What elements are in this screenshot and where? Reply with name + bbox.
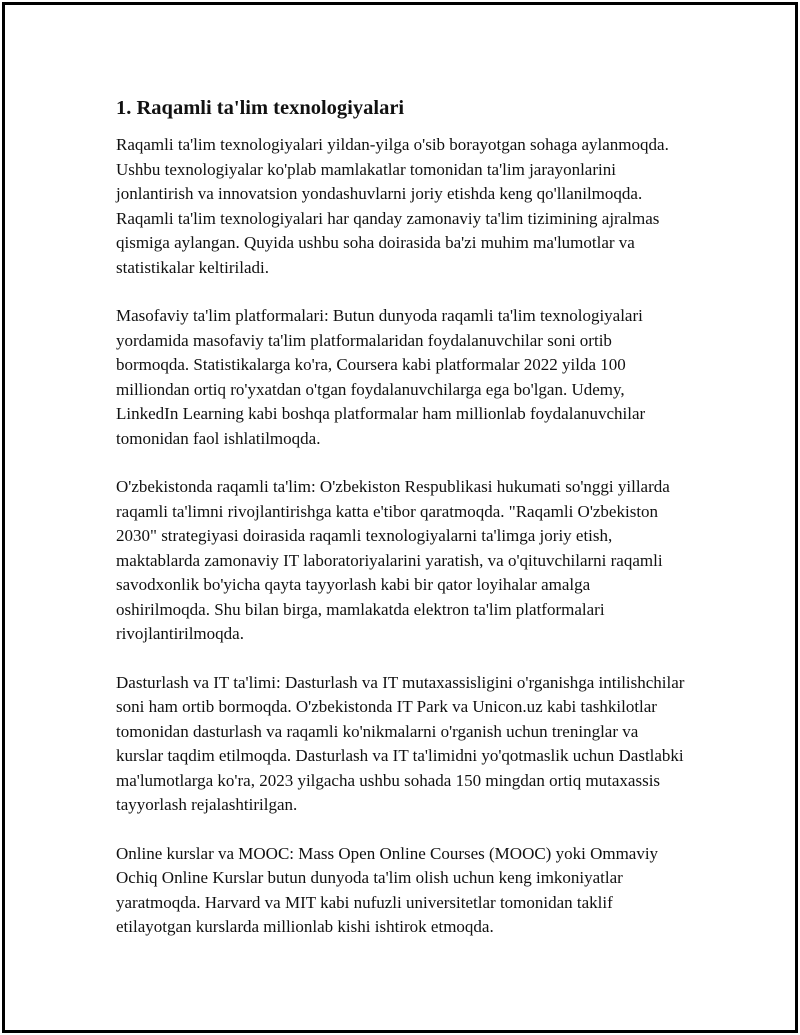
- paragraph-programming-it: Dasturlash va IT ta'limi: Dasturlash va IT mutaxassisligini o'rganishga intilishchilar soni ham ortib bormoqda. O'zbekistonda IT Park va Unicon.uz kabi tashkilotlar tomonidan dasturlash va raqamli ko'nikmalarni o'rganish uchun treninglar va kurslar taqdim etilmoqda. Dasturlash va IT ta'limidni yo'qotmaslik uchun Dastlabki ma'lumotlarga ko'ra, 2023 yilgacha ushbu sohada 150 mingdan ortiq mutaxassis tayyorlash rejalashtirilgan.: [116, 672, 685, 814]
- paragraph-distance-learning: Masofaviy ta'lim platformalari: Butun dunyoda raqamli ta'lim texnologiyalari yordamida masofaviy ta'lim platformalaridan foydalanuvchilar soni ortib bormoqda. Statistikalarga ko'ra, Coursera kabi platformalar 2022 yilda 100 milliondan ortiq ro'yxatdan o'tgan foydalanuvchilarga ega bo'lgan. Udemy, LinkedIn Learning kabi boshqa platformalar ham millionlab foydalanuvchilar tomonidan faol ishlatilmoqda.: [116, 306, 646, 448]
- section-heading: 1. Raqamli ta'lim texnologiyalari: [116, 97, 405, 119]
- paragraph-uzbekistan-digital-education: O'zbekistonda raqamli ta'lim: O'zbekiston Respublikasi hukumati so'nggi yillarda raqamli ta'limni rivojlantirishga katta e'tibor qaratmoqda. "Raqamli O'zbekiston 2030" strategiyasi doirasida raqamli texnologiyalarni ta'limga joriy etish, maktablarda zamonaviy IT laboratoriyalarini yaratish, va o'qituvchilarni raqamli savodxonlik bo'yicha qayta tayyorlash kabi bir qator loyihalar amalga oshirilmoqda. Shu bilan birga, mamlakatda elektron ta'lim platformalari rivojlantirilmoqda.: [116, 477, 670, 643]
- document-body: [116, 94, 686, 964]
- paragraph-online-courses-mooc: Online kurslar va MOOC: Mass Open Online Courses (MOOC) yoki Ommaviy Ochiq Online Kurslar butun dunyoda ta'lim olish uchun keng imkoniyatlar yaratmoqda. Harvard va MIT kabi nufuzli universitetlar tomonidan taklif etilayotgan kurslarda millionlab kishi ishtirok etmoqda.: [116, 843, 659, 936]
- paragraph-intro: Raqamli ta'lim texnologiyalari yildan-yilga o'sib borayotgan sohaga aylanmoqda. Ushbu texnologiyalar ko'plab mamlakatlar tomonidan ta'lim jarayonlarini jonlantirish va innovatsion yondashuvlarni joriy etishda keng qo'llanilmoqda. Raqamli ta'lim texnologiyalari har qanday zamonaviy ta'lim tizimining ajralmas qismiga aylangan. Quyida ushbu soha doirasida ba'zi muhim ma'lumotlar va statistikalar keltiriladi.: [116, 135, 669, 277]
